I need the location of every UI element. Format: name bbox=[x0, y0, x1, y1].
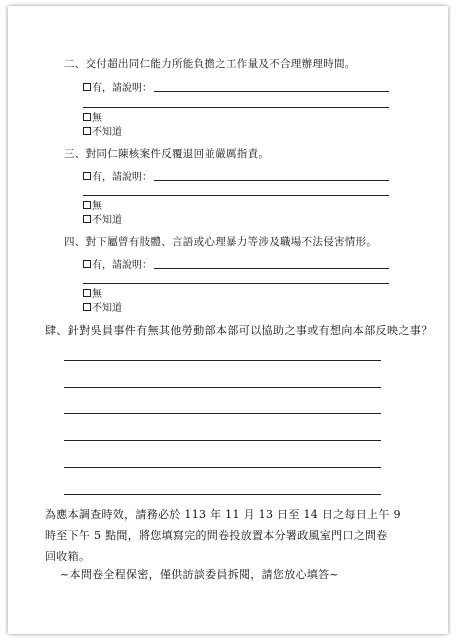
option-label: 有，請說明： bbox=[92, 83, 152, 94]
option-label: 無 bbox=[92, 113, 102, 124]
checkbox[interactable] bbox=[83, 127, 91, 135]
checkbox[interactable] bbox=[83, 260, 91, 268]
question-4-option-unknown[interactable] bbox=[83, 299, 122, 314]
answer-line[interactable] bbox=[64, 440, 381, 441]
checkbox[interactable] bbox=[83, 303, 91, 311]
question-3-option-unknown[interactable] bbox=[83, 211, 122, 226]
confidentiality-note: ~本問卷全程保密，僅供訪談委員拆閱，請您放心填答~ bbox=[60, 568, 339, 581]
questionnaire-page bbox=[8, 6, 448, 634]
question-2-option-unknown[interactable] bbox=[83, 123, 122, 138]
answer-line[interactable] bbox=[64, 467, 381, 468]
section-4-title: 肆、針對吳員事件有無其他勞動部本部可以協助之事或有想向本部反映之事？ bbox=[45, 324, 433, 337]
option-label: 不知道 bbox=[92, 303, 122, 314]
question-2-option-none[interactable] bbox=[83, 109, 102, 124]
option-label: 有，請說明： bbox=[92, 172, 152, 183]
option-label: 有，請說明： bbox=[92, 260, 152, 271]
notice-line-1: 為應本調查時效，請務必於 113 年 11 月 13 日至 14 日之每日上午 9 bbox=[45, 508, 401, 521]
option-label: 無 bbox=[92, 201, 102, 212]
question-2-option-has[interactable] bbox=[83, 79, 152, 94]
answer-line[interactable] bbox=[154, 180, 389, 181]
notice-line-2: 時至下午 5 點間，將您填寫完的問卷投放置本分署政風室門口之問卷 bbox=[45, 529, 388, 542]
question-3-option-none[interactable] bbox=[83, 197, 102, 212]
answer-line[interactable] bbox=[154, 268, 389, 269]
answer-line[interactable] bbox=[154, 91, 389, 92]
answer-line[interactable] bbox=[83, 107, 389, 108]
question-4-option-none[interactable] bbox=[83, 285, 102, 300]
option-label: 無 bbox=[92, 289, 102, 300]
checkbox[interactable] bbox=[83, 289, 91, 297]
checkbox[interactable] bbox=[83, 83, 91, 91]
answer-line[interactable] bbox=[83, 283, 389, 284]
checkbox[interactable] bbox=[83, 215, 91, 223]
answer-line[interactable] bbox=[83, 195, 389, 196]
question-2-title: 二、交付超出同仁能力所能負擔之工作量及不合理辦理時間。 bbox=[64, 58, 356, 70]
checkbox[interactable] bbox=[83, 113, 91, 121]
option-label: 不知道 bbox=[92, 127, 122, 138]
answer-line[interactable] bbox=[64, 360, 381, 361]
notice-line-3: 回收箱。 bbox=[45, 550, 91, 563]
question-3-option-has[interactable] bbox=[83, 168, 152, 183]
question-4-title: 四、對下屬曾有肢體、言語或心理暴力等涉及職場不法侵害情形。 bbox=[64, 236, 378, 248]
question-3-title: 三、對同仁陳核案件反覆退回並嚴厲指責。 bbox=[64, 148, 270, 160]
checkbox[interactable] bbox=[83, 172, 91, 180]
answer-line[interactable] bbox=[64, 413, 381, 414]
question-4-option-has[interactable] bbox=[83, 256, 152, 271]
answer-line[interactable] bbox=[64, 387, 381, 388]
answer-line[interactable] bbox=[64, 494, 381, 495]
option-label: 不知道 bbox=[92, 215, 122, 226]
checkbox[interactable] bbox=[83, 201, 91, 209]
